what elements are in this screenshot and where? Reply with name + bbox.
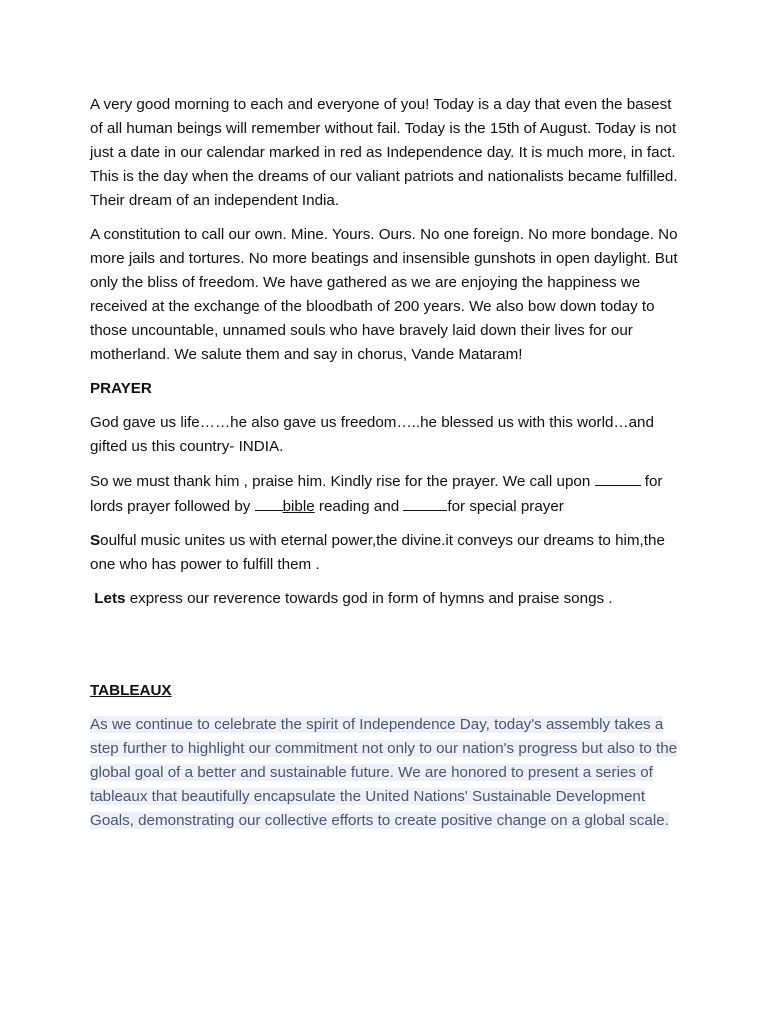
prayer-call-text: So we must thank him , praise him. Kindly rise for the prayer. We call upon bbox=[90, 473, 595, 490]
document-page bbox=[90, 93, 680, 833]
soulful-text: oulful music unites us with eternal power,the divine.it conveys our dreams to him,the one who has power to fulfill them . bbox=[90, 532, 665, 573]
tableaux-highlighted-text: As we continue to celebrate the spirit of Independence Day, today's assembly takes a step further to highlight our commitment not only to our nation's progress but also to the global goal of a better and sustainable future. We are honored to present a series of tableaux that beautifully encapsulate the United Nations' Sustainable Development Goals, demonstrating our collective efforts to create positive change on a global scale. bbox=[90, 716, 678, 829]
intro-paragraph-2: A constitution to call our own. Mine. Yours. Ours. No one foreign. No more bondage. No more jails and tortures. No more beatings and insensible gunshots in open daylight. But only the bliss of freedom. We have gathered as we are enjoying the happiness we received at the exchange of the bloodbath of 200 years. We also bow down today to those uncountable, unnamed souls who have bravely laid down their lives for our motherland. We salute them and say in chorus, Vande Mataram! bbox=[90, 226, 678, 363]
intro-paragraph-1: A very good morning to each and everyone of you! Today is a day that even the basest of all human beings will remember without fail. Today is the 15th of August. Today is not just a date in our calendar marked in red as Independence day. It is much more, in fact. This is the day when the dreams of our valiant patriots and nationalists became fulfilled. Their dream of an independent India. bbox=[90, 96, 678, 209]
prayer-paragraph-2 bbox=[90, 469, 680, 519]
prayer-paragraph-4 bbox=[90, 587, 680, 611]
lets-lead-word: Lets bbox=[94, 590, 126, 607]
fill-in-blank-3 bbox=[403, 494, 447, 511]
fill-in-blank-2 bbox=[255, 494, 283, 511]
prayer-paragraph-1: God gave us life……he also gave us freedom…..he blessed us with this world…and gifted us this country- INDIA. bbox=[90, 414, 654, 455]
hymns-text: express our reverence towards god in form of hymns and praise songs . bbox=[125, 590, 613, 607]
tableaux-heading: TABLEAUX bbox=[90, 682, 172, 699]
soulful-lead-letter: S bbox=[90, 532, 101, 549]
prayer-heading: PRAYER bbox=[90, 380, 152, 397]
prayer-lords-text: for lords prayer followed by bbox=[90, 473, 663, 515]
fill-in-blank-1 bbox=[595, 469, 641, 486]
bible-text: bible bbox=[282, 498, 315, 515]
prayer-paragraph-3 bbox=[90, 529, 680, 577]
prayer-reading-text: reading and bbox=[314, 498, 404, 515]
tableaux-paragraph bbox=[90, 713, 680, 833]
prayer-special-text: for special prayer bbox=[447, 498, 564, 515]
